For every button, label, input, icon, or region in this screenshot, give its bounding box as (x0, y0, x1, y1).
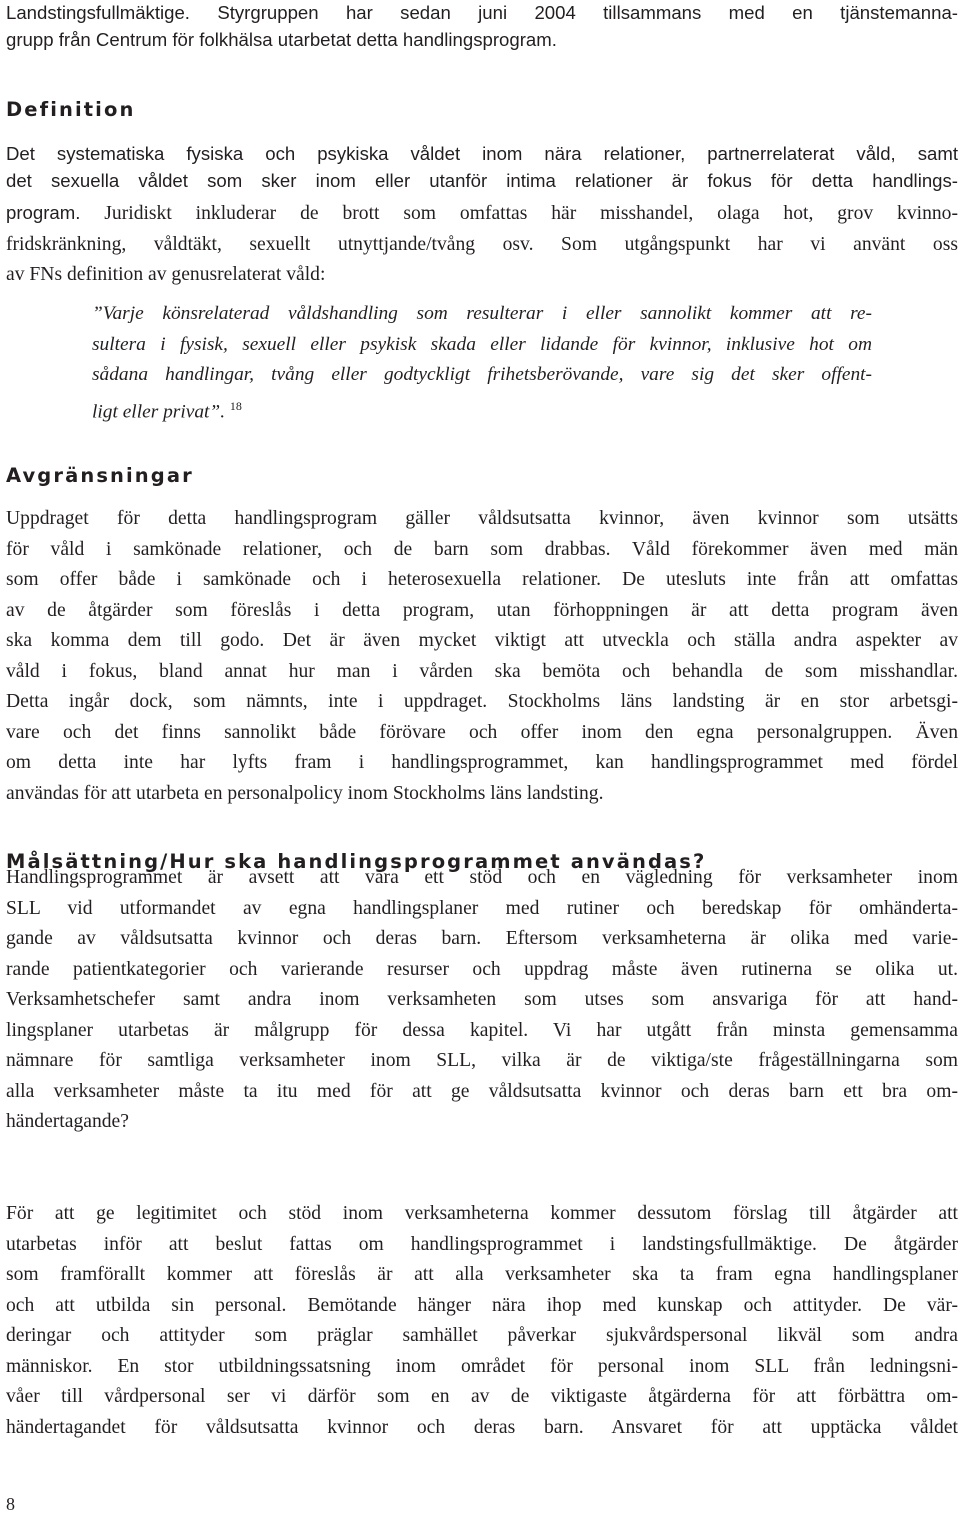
page-number: 8 (6, 1494, 15, 1514)
text-line: deringar och attityder som präglar samhället påverkar sjukvårdspersonal likväl som andra (6, 1325, 958, 1346)
text-line: alla verksamheter måste ta itu med för att ge våldsutsatta kvinnor och deras barn ett bra om- (6, 1080, 958, 1102)
text-line: grupp från Centrum för folkhälsa utarbetat detta handlingsprogram. (6, 28, 557, 50)
text-line: våer till vårdpersonal ser vi därför som en av de viktigaste åtgärderna för att förbättra om- (6, 1386, 958, 1407)
text-line: rande patientkategorier och varierande resurser och uppdrag måste även rutinerna se olika ut. (6, 958, 958, 980)
section-heading-avgransningar: Avgränsningar (6, 464, 194, 487)
text-line: Detta ingår dock, som nämnts, inte i uppdraget. Stockholms läns landsting är en stor arbetsgi- (6, 691, 958, 712)
text-line: Det systematiska fysiska och psykiska våldet inom nära relationer, partnerrelaterat våld, samt (6, 143, 958, 164)
text-line: som framförallt kommer att föreslås är att alla verksamheter ska ta fram egna handlingsplaner (6, 1264, 958, 1285)
text-run: program. (6, 202, 81, 223)
text-run: Som utgångspunkt har vi använt oss (533, 234, 958, 255)
text-line: som offer både i samkönade och i heterosexuella relationer. De utesluts inte från att omfattas (6, 569, 958, 590)
definition-line-3 (6, 260, 958, 291)
text-line: utarbetas inför att beslut fattas om handlingsprogrammet i landstingsfullmäktige. De åtgärder (6, 1233, 958, 1255)
intro-paragraph (6, 0, 958, 53)
text-line: gande av våldsutsatta kvinnor och deras barn. Eftersom verksamheterna är olika med varie- (6, 928, 958, 949)
text-line: det sexuella våldet som sker inom eller utanför intima relationer är fokus för detta handlings- (6, 169, 958, 191)
text-line: användas för att utarbeta en personalpolicy inom Stockholms läns landsting. (6, 782, 604, 804)
text-line: Verksamhetschefer samt andra inom verksamheten som utses som ansvariga för att hand- (6, 989, 958, 1010)
text-line: Uppdraget för detta handlingsprogram gäller våldsutsatta kvinnor, även kvinnor som utsätts (6, 508, 958, 529)
text-line: av de åtgärder som föreslås i detta program, utan förhoppningen är att detta program även (6, 599, 958, 621)
section-heading-malsattning: Målsättning/Hur ska handlingsprogrammet användas? (6, 850, 707, 873)
text-line: för våld i samkönade relationer, och de barn som drabbas. Våld förekommer även med män (6, 538, 958, 560)
section-heading-definition: Definition (6, 98, 136, 121)
text-line: vare och det finns sannolikt både förövare och offer inom den egna personalgruppen. Även (6, 721, 958, 743)
text-line: För att ge legitimitet och stöd inom verksamheterna kommer dessutom förslag till åtgärder att (6, 1203, 958, 1224)
text-line: händertagande? (6, 1111, 129, 1132)
quote-line: ”Varje könsrelaterad våldshandling som resulterar i eller sannolikt kommer att re- (92, 303, 872, 324)
text-run: fridskränkning, våldtäkt, sexuellt utnyttjande/tvång osv. (6, 234, 534, 255)
text-line: om detta inte har lyfts fram i handlingsprogrammet, kan handlingsprogrammet med fördel (6, 752, 958, 773)
definition-paragraph (6, 141, 958, 194)
avgransningar-paragraph (6, 504, 958, 809)
malsattning-paragraph-1 (6, 863, 958, 1138)
text-line: Handlingsprogrammet är avsett att vara ett stöd och en vägledning för verksamheter inom (6, 867, 958, 888)
quote-line: ligt eller privat”. (92, 400, 226, 422)
quote-line: sådana handlingar, tvång eller godtyckligt frihetsberövande, vare sig det sker offent- (92, 364, 872, 385)
definition-mixed-line-2 (6, 230, 958, 261)
malsattning-paragraph-2 (6, 1199, 958, 1443)
footnote-reference: 18 (229, 398, 242, 413)
un-definition-quote (92, 299, 872, 427)
text-line: människor. En stor utbildningssatsning inom området för personal inom SLL från ledningsni- (6, 1355, 958, 1377)
definition-mixed-line (6, 199, 958, 234)
text-line: våld i fokus, bland annat hur man i vården ska bemöta och behandla de som misshandlar. (6, 660, 958, 682)
text-line: ska komma dem till godo. Det är även mycket viktigt att utveckla och ställa andra aspekter av (6, 630, 958, 651)
text-line: av FNs definition av genusrelaterat våld: (6, 264, 326, 285)
text-line: Landstingsfullmäktige. Styrgruppen har sedan juni 2004 tillsammans med en tjänstemanna- (6, 2, 958, 23)
quote-line: sultera i fysisk, sexuell eller psykisk skada eller lidande för kvinnor, inklusive hot om (92, 333, 872, 355)
text-line: och att utbilda sin personal. Bemötande hänger nära ihop med kunskap och attityder. De vär- (6, 1294, 958, 1316)
text-line: SLL vid utformandet av egna handlingsplaner med rutiner och beredskap för omhänderta- (6, 897, 958, 919)
text-line: lingsplaner utarbetas är målgrupp för dessa kapitel. Vi har utgått från minsta gemensamma (6, 1019, 958, 1041)
text-line: nämnare för samtliga verksamheter inom SLL, vilka är de viktiga/ste frågeställningarna som (6, 1050, 958, 1071)
text-line: händertagandet för våldsutsatta kvinnor och deras barn. Ansvaret för att upptäcka våldet (6, 1416, 958, 1438)
text-run: Juridiskt inkluderar de brott som omfattas här misshandel, olaga hot, grov kvinno- (104, 203, 958, 224)
